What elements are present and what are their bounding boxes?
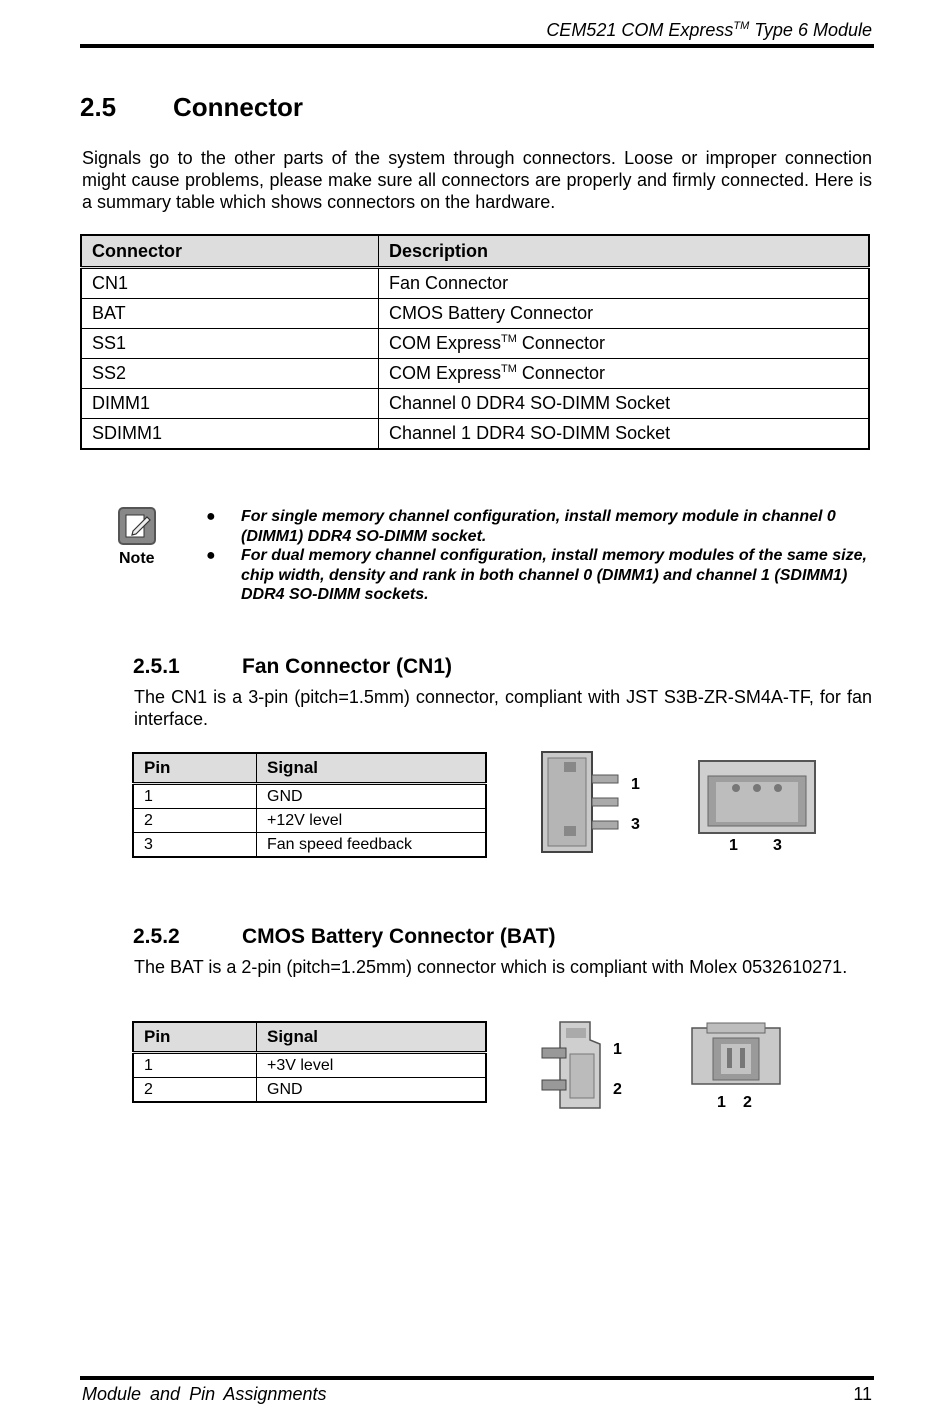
bat-side-label-1: 1 bbox=[613, 1041, 622, 1058]
bullet-icon: ● bbox=[206, 547, 216, 564]
table-row: 2 GND bbox=[133, 1078, 486, 1103]
table-header-row bbox=[81, 235, 869, 268]
bat-paragraph: The BAT is a 2-pin (pitch=1.25mm) connector which is compliant with Molex 0532610271. bbox=[134, 957, 848, 977]
fan-front-label-3: 3 bbox=[773, 837, 782, 854]
fan-connector-front-image bbox=[698, 760, 816, 835]
note-label: Note bbox=[119, 550, 155, 567]
bat-heading: 2.5.2 CMOS Battery Connector (BAT) bbox=[133, 925, 556, 948]
col-header-connector: Connector bbox=[81, 235, 379, 268]
fan-front-label-1: 1 bbox=[729, 837, 738, 854]
header-rule bbox=[80, 44, 874, 48]
col-header-description: Description bbox=[379, 235, 870, 268]
page-number: 11 bbox=[853, 1384, 872, 1404]
fan-heading: 2.5.1 Fan Connector (CN1) bbox=[133, 655, 452, 678]
table-row: 1 GND bbox=[133, 784, 486, 809]
footer-rule bbox=[80, 1376, 874, 1380]
bat-connector-front-image bbox=[691, 1022, 781, 1086]
bat-front-label-2: 2 bbox=[743, 1094, 752, 1111]
fan-side-label-1: 1 bbox=[631, 776, 640, 793]
section-heading: 2.5 Connector bbox=[80, 92, 303, 122]
fan-connector-side-image bbox=[540, 750, 622, 855]
running-header: CEM521 COM Express™ Type 6 Module bbox=[546, 20, 872, 40]
table-row: SS2 COM Express™ Connector bbox=[81, 359, 869, 389]
bullet-icon: ● bbox=[206, 508, 216, 525]
footer-section-name: Module and Pin Assignments bbox=[82, 1384, 327, 1404]
table-row: 1 +3V level bbox=[133, 1053, 486, 1078]
fan-paragraph: The CN1 is a 3-pin (pitch=1.5mm) connector, compliant with JST S3B-ZR-SM4A-TF, for fan interface. bbox=[134, 687, 872, 729]
bat-side-label-2: 2 bbox=[613, 1081, 622, 1098]
bat-front-label-1: 1 bbox=[717, 1094, 726, 1111]
table-row: 2 +12V level bbox=[133, 809, 486, 833]
fan-side-label-3: 3 bbox=[631, 816, 640, 833]
bat-pin-table: Pin Signal 1 +3V level 2 GND bbox=[132, 1021, 487, 1103]
table-row: DIMM1 Channel 0 DDR4 SO-DIMM Socket bbox=[81, 389, 869, 419]
note-bullet-2: For dual memory channel configuration, install memory modules of the same size, chip width, density and rank in both channel 0 (DIMM1) and channel 1 (SDIMM1) DDR4 SO-DIMM sockets. bbox=[241, 547, 867, 603]
table-row: CN1 Fan Connector bbox=[81, 268, 869, 299]
table-row: SDIMM1 Channel 1 DDR4 SO-DIMM Socket bbox=[81, 419, 869, 450]
note-pencil-icon bbox=[118, 507, 156, 545]
bat-connector-side-image bbox=[540, 1020, 602, 1114]
table-row: SS1 COM Express™ Connector bbox=[81, 329, 869, 359]
table-row: BAT CMOS Battery Connector bbox=[81, 299, 869, 329]
note-bullet-1: For single memory channel configuration, install memory module in channel 0 (DIMM1) DDR4 SO-DIMM socket. bbox=[241, 508, 836, 545]
table-row: 3 Fan speed feedback bbox=[133, 833, 486, 858]
fan-pin-table: Pin Signal 1 GND 2 +12V level 3 Fan speed feedback bbox=[132, 752, 487, 858]
connector-table bbox=[80, 234, 870, 450]
intro-paragraph: Signals go to the other parts of the system through connectors. Loose or improper connection might cause problems, please make sure all connectors are properly and firmly connected. Here is a summary table which shows connectors on the hardware. bbox=[82, 148, 872, 212]
